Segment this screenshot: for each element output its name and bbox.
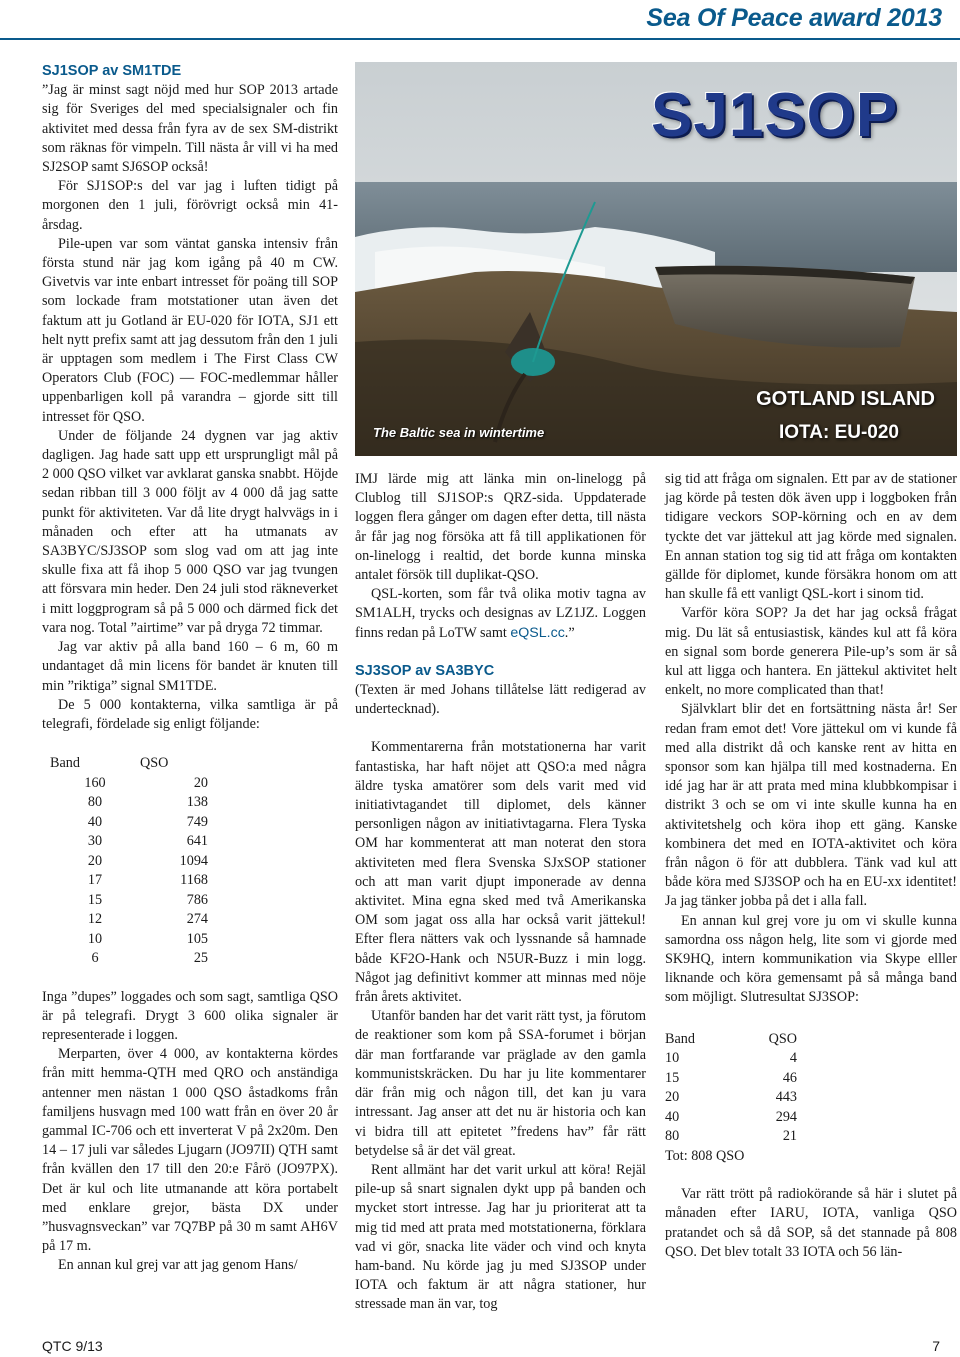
band-cell: 10 (665, 1050, 680, 1067)
qso-cell: 294 (775, 1108, 797, 1125)
table-row (50, 871, 208, 891)
band-cell: 30 (87, 833, 103, 850)
paragraph: Inga ”dupes” loggades och som sagt, samtliga QSO är på telegrafi. Drygt 3 600 olika signaler är representerade i loggen. (42, 988, 338, 1044)
photo-caption: The Baltic sea in wintertime (373, 425, 545, 440)
table-row (50, 793, 208, 813)
paragraph: Pile-upen var som väntat ganska intensiv från första stund när jag kom igång på 40 m CW. Givetvis var inte enbart intresset för poäng till SOP som lockade fram motstationer utan även det faktum att ju Gotland är EU-020 för IOTA, SJ1 ett helt nytt prefix samt att jag dessutom från den 1 juli är upptagen som medlem i The First Class CW Operators Club (FOC) — FOC-medlemmar håller uppenbarligen koll på varandra – gjorde sitt till intresset för QSO. (42, 235, 338, 425)
table-row (50, 891, 208, 911)
paragraph: De 5 000 kontakterna, vilka samtliga är på telegrafi, fördelade sig enligt följande: (42, 696, 338, 732)
band-cell: 80 (665, 1128, 680, 1145)
footer-page-number: 7 (932, 1338, 940, 1354)
qso-cell: 1094 (179, 852, 208, 869)
table-row (665, 1088, 797, 1108)
eqsl-link[interactable]: eQSL.cc (510, 624, 565, 641)
band-cell: 160 (84, 774, 106, 791)
paragraph: Var rätt trött på radiokörande så här i slutet på månaden efter IARU, IOTA, vanliga QSO pratandet och så då SOP, så det stannade på 808 QSO. Det blev totalt 33 IOTA och 56 län- (665, 1186, 957, 1260)
qso-cell: 274 (186, 911, 208, 928)
table-header-band: Band (50, 755, 80, 772)
footer-issue: QTC 9/13 (42, 1338, 103, 1354)
article-column-1 (42, 62, 338, 1276)
paragraph: Jag var aktiv på alla band 160 – 6 m, 60 m undantaget då min licens för bandet är knuten till min ”riktiga” signal SM1TDE. (42, 639, 338, 694)
band-cell: 80 (87, 794, 103, 811)
band-cell: 17 (87, 872, 103, 889)
table-row (665, 1049, 797, 1069)
band-cell: 20 (87, 852, 103, 869)
paragraph: IMJ lärde mig att länka min on-linelogg på Clublog till SJ1SOP:s QRZ-sida. Uppdaterade loggen flera gånger om dagen efter detta, till nästa år får jag nog försöka att få till applikationen för on-linelogg i realtid, det borde kunna minska antalet försök till duplikat-QSO. (355, 471, 646, 584)
total-cell: Tot: 808 QSO (665, 1147, 745, 1164)
table-row (50, 910, 208, 930)
table-total-row (665, 1147, 797, 1167)
table-header-qso: QSO (140, 755, 169, 772)
paragraph (355, 585, 646, 643)
qso-table-sj3sop (665, 1030, 797, 1167)
table-row (665, 1069, 797, 1089)
qso-cell: 1168 (180, 872, 208, 889)
paragraph: Merparten, över 4 000, av kontakterna kördes från mitt hemma-QTH med QRO och anständiga antenner men nästan 1 000 QSO åstadkoms från familjens husvagn med 100 watt från en över 20 år gammal IC-706 och ett inverterat V på 2x20m. Den 14 – 17 juli var således Ljugarn (JO97II) QTH samt från kvällen den 17 till den 20:e Fårö (JO97PX). Det är kul och lite utmanande att köra portabelt med enklare grejor, bästa DX under ”husvagnsveckan” var 7Q7BP på 30 m samt AH6V på 17 m. (42, 1046, 338, 1255)
qso-cell: 20 (193, 774, 208, 791)
text-span: QSL-korten, som får två olika motiv tagna av SM1ALH, trycks och designas av LZ1JZ. Loggen finns redan på LoTW samt (355, 586, 646, 641)
header-rule (0, 38, 960, 40)
table-header-row (665, 1030, 797, 1050)
band-cell: 20 (665, 1089, 680, 1106)
band-cell: 6 (91, 950, 99, 967)
photo-island-label: GOTLAND ISLAND (756, 388, 935, 410)
paragraph: Under de följande 24 dygnen var jag aktiv dagligen. Jag hade satt upp ett ursprungligt mål på 2 000 QSO vilket var avklarat ganska snabbt. Höjde sedan ribban till 3 000 följt av 4 000 då jag satte punkt för aktiviteten. Var då lite drygt halvvägs in i månaden och efter att ha utmanats av SA3BYC/SJ3SOP som slog vad om att jag inte skulle fixa att få ihop 5 000 QSO var jag tvungen att försvara min heder. Den 24 juli stod räkneverket i mitt loggprogram så på 5 000 och därmed fick det vara nog. Total ”airtime” var på dryga 72 timmar. (42, 427, 338, 636)
table-row (50, 832, 208, 852)
paragraph: En annan kul grej vore ju om vi skulle kunna samordna oss någon helg, lite som vi gjorde med SK9HQ, intern kommunikation via Skype elller liknande och köra gemensamt på så många band som möjligt. Slutresultat SJ3SOP: (665, 912, 957, 1006)
table-header-qso: QSO (768, 1030, 797, 1047)
qso-cell: 749 (186, 813, 208, 830)
paragraph: Varför köra SOP? Ja det har jag också frågat mig. Du lät så entusiastisk, kändes kul att få köra en signal som borde generera Pile-up’s som är så kul att ligga och hantera. En jättekul aktivitet helt enkelt, no more complicated than that! (665, 605, 957, 699)
section-heading-sj3sop: SJ3SOP av SA3BYC (355, 662, 495, 679)
intro-paragraph: (Texten är med Johans tillåtelse lätt redigerad av undertecknad). (355, 682, 646, 718)
paragraph: ”Jag är minst sagt nöjd med hur SOP 2013 artade sig för Sveriges del med specialsignaler och fin aktivitet med dessa från fyra av de sex SM-distrikt som räknas för vimpeln. Till nästa år vill vi ha med SJ2SOP samt SJ6SOP också! (42, 82, 338, 176)
table-row (50, 813, 208, 833)
photo-iota-label: IOTA: EU-020 (778, 422, 899, 443)
table-row (665, 1108, 797, 1128)
qso-cell: 138 (186, 794, 208, 811)
paragraph: Utanför banden har det varit rätt tyst, ja förutom de reaktioner som kom på SSA-forumet i början där man fortfarande var präglade av den gamla kommunistskräcken. Du har ju lite kommentarer där från mig och någon till, det kan ju vara intressant. Jag anser att det nu är historia och kan vi bidra till att epitetet ”fredens hav” får rätt betydelse så är det väl great. (355, 1008, 646, 1159)
qso-cell: 4 (789, 1050, 797, 1067)
table-row (50, 930, 208, 950)
band-cell: 15 (87, 891, 103, 908)
qso-cell: 25 (193, 950, 208, 967)
article-column-3 (665, 470, 957, 1262)
band-cell: 40 (665, 1108, 680, 1125)
text-span: .” (564, 624, 575, 641)
qso-cell: 786 (186, 891, 208, 908)
paragraph: En annan kul grej var att jag genom Hans/ (58, 1257, 298, 1274)
page-header-title: Sea Of Peace award 2013 (646, 4, 942, 32)
table-header-row (50, 754, 208, 774)
paragraph: Kommentarerna från motstationerna har varit fantastiska, har haft nöjet att QSO:a med några äldre tyska amatörer som dels varit med vid initiativtagandet till diplomet, dels känner personligen någon av initiativtagarna. Flera Tyska OM har kommenterat att man noterat den stora aktiviteten med flera Svenska SJxSOP stationer och att man varit djupt imponerade av denna aktivitet. Mina egna sked med två Amerikanska OM som jagat oss alla har också varit jättekul! Efter flera nätters vak och lyssnande så hamnade både KF2O-Hank och N5UR-Buzz i min logg. Något jag definitivt kommer att minnas med nöje från årets aktivitet. (355, 739, 646, 1006)
paragraph: sig tid att fråga om signalen. Ett par av de stationer jag körde på testen dök även upp i loggboken från tidigare veckors SOP-körning och en av dem tyckte det var jättekul att jag körde med signalen. En annan station tog sig tid att fråga om kontakten gällde för diplomet, kunde försäkra honom om att han skulle få ett vanligt QSL-kort i sinom tid. (665, 471, 957, 603)
band-cell: 10 (87, 930, 103, 947)
table-row (50, 774, 208, 794)
qso-cell: 641 (186, 833, 208, 850)
table-header-band: Band (665, 1030, 695, 1047)
section-heading-sj1sop: SJ1SOP av SM1TDE (42, 63, 182, 79)
paragraph: För SJ1SOP:s del var jag i luften tidigt på morgonen den 1 juli, förövrigt också min 41-årsdag. (42, 178, 338, 233)
table-row (50, 949, 208, 969)
table-row (50, 852, 208, 872)
qso-cell: 21 (782, 1128, 797, 1145)
article-column-2 (355, 470, 646, 1315)
band-cell: 15 (665, 1069, 680, 1086)
band-cell: 40 (87, 813, 103, 830)
qsl-photo (355, 62, 957, 456)
qso-cell: 46 (782, 1069, 797, 1086)
qso-table-sj1sop (50, 754, 208, 969)
photo-title: SJ1SOP (651, 81, 899, 150)
qso-cell: 105 (186, 930, 208, 947)
paragraph: Rent allmänt har det varit urkul att köra! Rejäl pile-up så snart signalen dykt upp på banden och mycket stort intresse. Jag har ju prioriterat att ta mig tid med att prata med motstationerna, förklara vad vi gör, snacka lite väder och vind och knyta ham-band. Nu körde jag ju med SJ3SOP under IOTA och faktum är att några stationer, hur stressade man än var, tog (355, 1161, 646, 1313)
band-cell: 12 (87, 911, 103, 928)
paragraph: Självklart blir det en fortsättning nästa år! Ser redan fram emot det! Vore jättekul om vi kunde få med alla distrikt då och kanske rent av hitta en sponsor som kan hjälpa till med kostnaderna. En idé jag har är att prata med mina klubbkompisar i distrikt 3 och se om vi inte skulle kunna ha en aktivitetshelg och köra ihop ett gäng. Kanske kombinera det med en IOTA-aktivitet och köra från någon ö för att dubblera. Tänk vad kul att både köra med SJ3SOP och ha en EU-xx identitet! Ja jag tänker jobba på det i alla fall. (665, 701, 957, 910)
qso-cell: 443 (775, 1089, 797, 1106)
table-row (665, 1127, 797, 1147)
